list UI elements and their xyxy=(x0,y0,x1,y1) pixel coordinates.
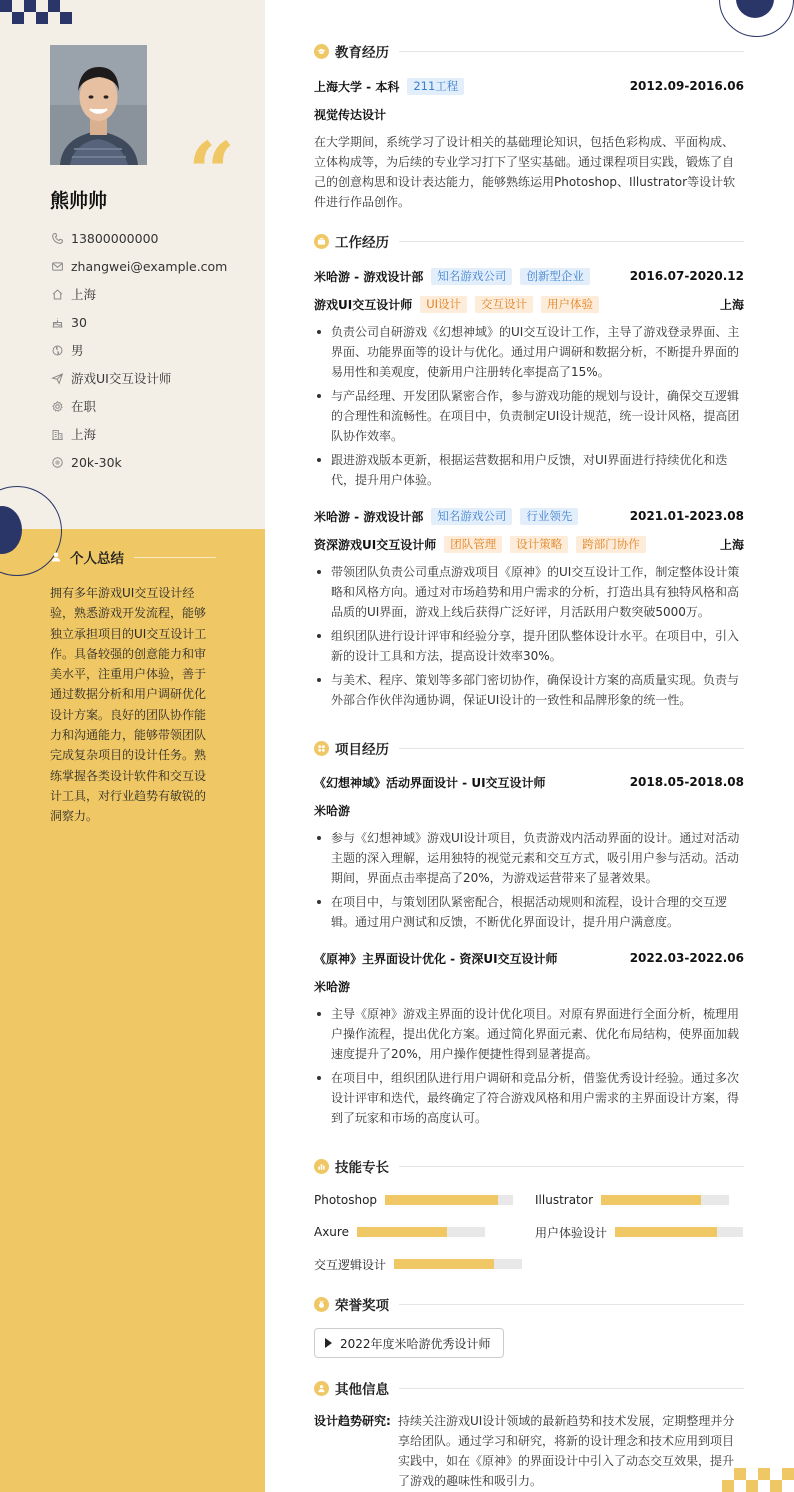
list-item: 带领团队负责公司重点游戏项目《原神》的UI交互设计工作，制定整体设计策略和风格方向。通过对市场趋势和用户需求的分析，打造出具有独特风格和高品质的UI界面，游戏上线后获得广泛好评，月活跃用户数突破5000万。 xyxy=(314,562,744,622)
contact-status-text: 在职 xyxy=(71,399,97,414)
contact-phone xyxy=(50,224,227,252)
job-2-company: 米哈游 - 游戏设计部 xyxy=(314,509,424,524)
job-1-role: 游戏UI交互设计师 xyxy=(314,297,413,312)
contact-gender xyxy=(50,336,227,364)
awards-title: 荣誉奖项 xyxy=(335,1298,389,1314)
contact-position xyxy=(50,364,227,392)
skill-bar-fill xyxy=(394,1259,494,1269)
job-2-company-tag: 知名游戏公司 xyxy=(431,508,512,525)
contact-salary xyxy=(50,448,227,476)
project-1-period: 2018.05-2018.08 xyxy=(629,775,744,789)
contact-position-text: 游戏UI交互设计师 xyxy=(71,371,172,386)
awards-divider xyxy=(399,1304,744,1305)
skill-item xyxy=(314,1190,513,1210)
list-item: 与美术、程序、策划等多部门密切协作，确保设计方案的高质量实现。负责与外部合作伙伴沟通协调，保证UI设计的一致性和品牌形象的统一性。 xyxy=(314,670,744,710)
summary-title: 个人总结 xyxy=(70,551,124,567)
info-person-icon xyxy=(314,1381,329,1396)
gender-icon xyxy=(50,343,64,357)
summary-divider xyxy=(134,557,216,558)
contact-salary-text: 20k-30k xyxy=(71,454,122,470)
project-1-name: 《幻想神域》活动界面设计 - UI交互设计师 xyxy=(314,775,546,790)
projects-section-header xyxy=(314,738,744,758)
job-1-role-tag: 用户体验 xyxy=(541,296,599,313)
education-school: 上海大学 - 本科 xyxy=(314,79,400,94)
list-item: 与产品经理、开发团队紧密合作，参与游戏功能的规划与设计，确保交互逻辑的合理性和流畅性。在项目中，负责制定UI设计规范，统一设计风格，提高团队协作效率。 xyxy=(314,386,744,446)
job-2-role-tag: 团队管理 xyxy=(444,536,502,553)
contact-gender-text: 男 xyxy=(71,343,84,358)
award-text: 2022年度米哈游优秀设计师 xyxy=(340,1336,491,1351)
skill-name: 交互逻辑设计 xyxy=(314,1257,387,1272)
education-major: 视觉传达设计 xyxy=(314,107,387,122)
home-icon xyxy=(50,287,64,301)
gear-icon xyxy=(50,399,64,413)
contact-list xyxy=(50,224,227,476)
projects-divider xyxy=(399,748,744,749)
job-2-role: 资深游戏UI交互设计师 xyxy=(314,537,437,552)
checker-decoration-top-left xyxy=(0,0,72,24)
contact-phone-text: 13800000000 xyxy=(71,230,159,246)
education-period: 2012.09-2016.06 xyxy=(629,79,744,93)
other-info-label: 设计趋势研究: xyxy=(314,1414,391,1428)
skill-name: Axure xyxy=(314,1225,349,1239)
contact-status xyxy=(50,392,227,420)
project-2-org-row xyxy=(314,976,744,996)
skill-item xyxy=(535,1222,743,1242)
list-item: 组织团队进行设计评审和经验分享，提升团队整体设计水平。在项目中，引入新的设计工具和方法，提高设计效率30%。 xyxy=(314,626,744,666)
skill-bar xyxy=(357,1227,485,1237)
skill-name: Photoshop xyxy=(314,1193,378,1207)
project-1-bullets xyxy=(314,828,744,936)
job-1-role-tag: UI设计 xyxy=(420,296,467,313)
job-1-company-tag: 创新型企业 xyxy=(520,268,590,285)
person-icon xyxy=(50,550,64,564)
project-2-org: 米哈游 xyxy=(314,979,351,994)
chart-icon xyxy=(314,1159,329,1174)
contact-work-city-text: 上海 xyxy=(71,427,97,442)
education-major-row xyxy=(314,104,744,124)
skill-bar xyxy=(385,1195,513,1205)
work-divider xyxy=(399,241,744,242)
briefcase-icon xyxy=(314,234,329,249)
education-entry-header xyxy=(314,76,744,96)
project-2-bullets xyxy=(314,1004,744,1132)
list-item: 主导《原神》游戏主界面的设计优化项目。对原有界面进行全面分析，梳理用户操作流程，提出优化方案。通过简化界面元素、优化布局结构，使界面加载速度提升了20%，用户操作便捷性得到显著提高。 xyxy=(314,1004,744,1064)
skill-bar xyxy=(615,1227,743,1237)
project-2-header xyxy=(314,948,744,968)
skill-bar-fill xyxy=(385,1195,498,1205)
education-tag: 211工程 xyxy=(407,78,464,95)
job-1-period: 2016.07-2020.12 xyxy=(629,269,744,283)
contact-age xyxy=(50,308,227,336)
grid-icon xyxy=(314,741,329,756)
project-1-header xyxy=(314,772,744,792)
job-2-role-tag: 设计策略 xyxy=(510,536,568,553)
sidebar-profile-panel xyxy=(0,0,265,529)
skill-bar-fill xyxy=(615,1227,717,1237)
job-2-role-row xyxy=(314,534,744,554)
job-2-period: 2021.01-2023.08 xyxy=(629,509,744,523)
other-info-text: 持续关注游戏UI设计领域的最新趋势和技术发展，定期整理并分享给团队。通过学习和研究，将新的设计理念和技术应用到项目实践中，如在《原神》的界面设计中引入了动态交互效果，提升了游戏的趣味性和吸引力。 xyxy=(398,1414,735,1488)
job-1-bullets xyxy=(314,322,744,494)
contact-residence xyxy=(50,280,227,308)
sidebar xyxy=(0,0,265,1492)
job-1-city: 上海 xyxy=(719,297,744,312)
project-1-org: 米哈游 xyxy=(314,803,351,818)
phone-icon xyxy=(50,231,64,245)
summary-section-header xyxy=(50,547,216,567)
projects-title: 项目经历 xyxy=(335,742,389,758)
job-1-company: 米哈游 - 游戏设计部 xyxy=(314,269,424,284)
skills-title: 技能专长 xyxy=(335,1160,389,1176)
building-icon xyxy=(50,427,64,441)
skills-section-header xyxy=(314,1156,744,1176)
contact-email xyxy=(50,252,227,280)
graduation-cap-icon xyxy=(314,44,329,59)
project-2-period: 2022.03-2022.06 xyxy=(629,951,744,965)
skill-bar-fill xyxy=(601,1195,701,1205)
skill-item xyxy=(314,1222,485,1242)
medal-icon xyxy=(314,1297,329,1312)
award-item[interactable] xyxy=(314,1328,504,1358)
work-title: 工作经历 xyxy=(335,235,389,251)
list-item: 负责公司自研游戏《幻想神域》的UI交互设计工作，主导了游戏登录界面、主界面、功能界面等的设计与优化。通过用户调研和数据分析，不断提升界面的易用性和美观度，使新用户注册转化率提高了15%。 xyxy=(314,322,744,382)
job-2-company-tag: 行业领先 xyxy=(520,508,578,525)
list-item: 在项目中，组织团队进行用户调研和竞品分析，借鉴优秀设计经验。通过多次设计评审和迭代，最终确定了符合游戏风格和用户需求的主界面设计方案，得到了玩家和市场的高度认可。 xyxy=(314,1068,744,1128)
job-2-city: 上海 xyxy=(719,537,744,552)
skills-divider xyxy=(399,1166,744,1167)
list-item: 跟进游戏版本更新，根据运营数据和用户反馈，对UI界面进行持续优化和迭代，提升用户体验。 xyxy=(314,450,744,490)
contact-residence-text: 上海 xyxy=(71,287,97,302)
cake-icon xyxy=(50,315,64,329)
job-2-header xyxy=(314,506,744,526)
job-2-bullets xyxy=(314,562,744,714)
job-1-role-row xyxy=(314,294,744,314)
email-icon xyxy=(50,259,64,273)
avatar xyxy=(50,45,147,165)
education-title: 教育经历 xyxy=(335,45,389,61)
contact-age-text: 30 xyxy=(71,314,87,330)
skill-bar xyxy=(601,1195,729,1205)
other-divider xyxy=(399,1388,744,1389)
job-1-role-tag: 交互设计 xyxy=(475,296,533,313)
send-icon xyxy=(50,371,64,385)
quote-mark-icon: “ xyxy=(188,125,230,221)
education-divider xyxy=(399,51,744,52)
work-section-header xyxy=(314,231,744,251)
job-2-role-tag: 跨部门协作 xyxy=(576,536,646,553)
other-info-row xyxy=(314,1411,744,1491)
skill-item xyxy=(314,1254,522,1274)
list-item: 在项目中，与策划团队紧密配合，根据活动规则和流程，设计合理的交互逻辑。通过用户测试和反馈，不断优化界面设计，提升用户满意度。 xyxy=(314,892,744,932)
list-item: 参与《幻想神域》游戏UI设计项目，负责游戏内活动界面的设计。通过对活动主题的深入理解，运用独特的视觉元素和交互方式，吸引用户参与活动。活动期间，界面点击率提高了20%，为游戏运营带来了显著效果。 xyxy=(314,828,744,888)
play-triangle-icon xyxy=(325,1338,332,1348)
contact-work-city xyxy=(50,420,227,448)
awards-section-header xyxy=(314,1294,744,1314)
skill-name: 用户体验设计 xyxy=(535,1225,608,1240)
project-1-org-row xyxy=(314,800,744,820)
project-2-name: 《原神》主界面设计优化 - 资深UI交互设计师 xyxy=(314,951,558,966)
skill-name: Illustrator xyxy=(535,1193,594,1207)
candidate-name: 熊帅帅 xyxy=(50,190,108,212)
skill-bar xyxy=(394,1259,522,1269)
education-section-header xyxy=(314,41,744,61)
other-section-header xyxy=(314,1378,744,1398)
summary-text: 拥有多年游戏UI交互设计经验，熟悉游戏开发流程，能够独立承担项目的UI交互设计工作。具备较强的创意能力和审美水平，注重用户体验，善于通过数据分析和用户调研优化设计方案。良好的团队协作能力和沟通能力，能够带领团队完成复杂项目的设计任务。熟练掌握各类设计软件和交互设计工具，对行业趋势有敏锐的洞察力。 xyxy=(50,586,207,824)
other-title: 其他信息 xyxy=(335,1382,389,1398)
job-1-company-tag: 知名游戏公司 xyxy=(431,268,512,285)
job-1-header xyxy=(314,266,744,286)
skill-bar-fill xyxy=(357,1227,447,1237)
contact-email-text: zhangwei@example.com xyxy=(71,258,228,274)
education-description: 在大学期间，系统学习了设计相关的基础理论知识，包括色彩构成、平面构成、立体构成等，为后续的专业学习打下了坚实基础。通过课程项目实践，锻炼了自己的创意构思和设计表达能力，能够熟练运用Photoshop、Illustrator等设计软件进行作品创作。 xyxy=(314,135,736,209)
skill-item xyxy=(535,1190,729,1210)
coin-icon xyxy=(50,455,64,469)
